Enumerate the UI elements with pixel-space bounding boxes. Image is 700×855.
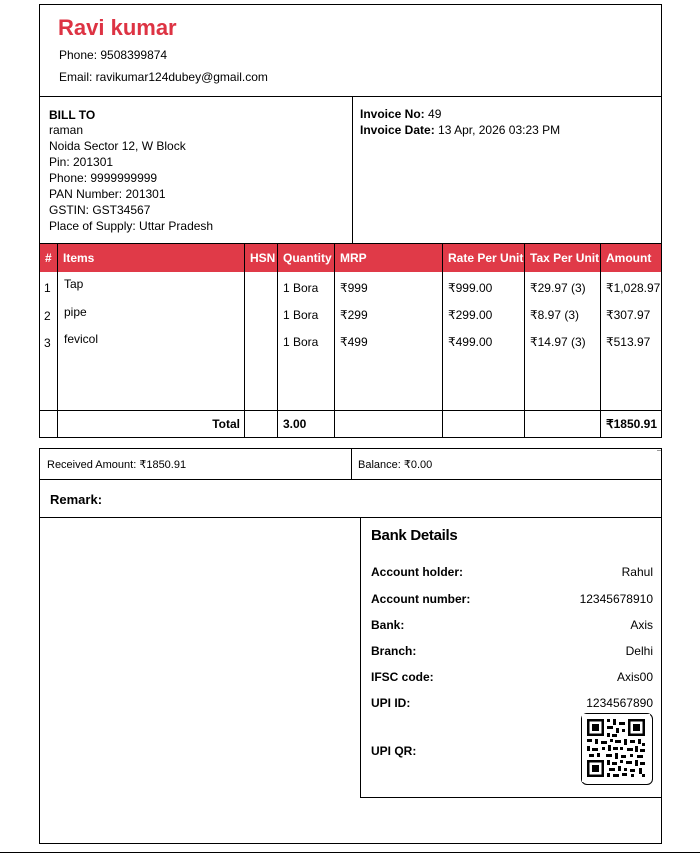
row-mrp: ₹999: [340, 281, 368, 295]
invoice-date-label: Invoice Date:: [360, 123, 435, 137]
bill-to-pin: Pin: 201301: [49, 155, 114, 169]
bank-value: Axis: [630, 618, 653, 632]
row-rate: ₹999.00: [448, 281, 493, 295]
payment-section: [39, 448, 662, 844]
row-number: 3: [44, 336, 51, 350]
row-rate: ₹499.00: [448, 335, 493, 349]
row-mrp: ₹499: [340, 335, 368, 349]
invoice-date: [360, 123, 560, 137]
remark-label: Remark:: [50, 492, 103, 507]
row-item: Tap: [64, 277, 84, 291]
invoice-date-value: 13 Apr, 2026 03:23 PM: [438, 123, 561, 137]
seller-name: Ravi kumar: [58, 15, 177, 40]
bank-details: [360, 517, 661, 798]
row-rate: ₹299.00: [448, 308, 493, 322]
ifsc-label: IFSC code:: [371, 670, 434, 684]
col-header-items: Items: [63, 251, 95, 265]
balance: Balance: ₹0.00: [358, 459, 433, 471]
bill-to-heading: BILL TO: [49, 108, 96, 122]
seller-header: [39, 4, 662, 97]
col-header-rate: Rate Per Unit: [448, 251, 524, 265]
bill-to-section: [39, 96, 662, 243]
row-item: fevicol: [64, 332, 99, 346]
total-quantity: 3.00: [283, 417, 307, 431]
row-quantity: 1 Bora: [283, 308, 319, 322]
row-quantity: 1 Bora: [283, 335, 319, 349]
bill-to-supply: Place of Supply: Uttar Pradesh: [49, 219, 214, 233]
bill-to-phone: Phone: 9999999999: [49, 171, 158, 185]
total-label: Total: [212, 417, 240, 431]
row-amount: ₹513.97: [606, 335, 651, 349]
upi-qr-label: UPI QR:: [371, 744, 417, 758]
row-amount: ₹1,028.97: [606, 281, 661, 295]
col-header-tax: Tax Per Unit: [530, 251, 600, 265]
bank-details-title: Bank Details: [371, 527, 458, 544]
account-number-label: Account number:: [371, 592, 471, 606]
received-amount: Received Amount: ₹1850.91: [47, 459, 187, 471]
account-holder-value: Rahul: [621, 565, 653, 579]
account-holder-label: Account holder:: [371, 565, 463, 579]
col-header-number: #: [45, 251, 52, 265]
branch-label: Branch:: [371, 644, 417, 658]
seller-email: Email: ravikumar124dubey@gmail.com: [59, 70, 268, 84]
table-header: [40, 244, 661, 272]
bill-to-block: [40, 97, 353, 243]
upi-id-value: 1234567890: [586, 696, 653, 710]
row-quantity: 1 Bora: [283, 281, 319, 295]
invoice-number-value: 49: [428, 107, 442, 121]
invoice-number-label: Invoice No:: [360, 107, 425, 121]
col-header-hsn: HSN: [250, 251, 276, 265]
bill-to-gstin: GSTIN: GST34567: [49, 203, 151, 217]
bank-label: Bank:: [371, 618, 405, 632]
col-header-amount: Amount: [606, 251, 652, 265]
col-header-mrp: MRP: [340, 251, 367, 265]
row-tax: ₹29.97 (3): [530, 281, 586, 295]
invoice-number: [360, 107, 441, 121]
row-tax: ₹8.97 (3): [530, 308, 579, 322]
bill-to-name: raman: [49, 123, 84, 137]
total-amount: ₹1850.91: [606, 417, 658, 431]
row-number: 1: [44, 281, 51, 295]
col-header-quantity: Quantity: [283, 251, 332, 265]
bill-to-pan: PAN Number: 201301: [49, 187, 166, 201]
row-number: 2: [44, 309, 51, 323]
upi-id-label: UPI ID:: [371, 696, 411, 710]
account-number-value: 12345678910: [579, 592, 653, 606]
row-amount: ₹307.97: [606, 308, 651, 322]
bill-to-address: Noida Sector 12, W Block: [49, 139, 186, 153]
upi-qr-code: [581, 713, 653, 785]
ifsc-value: Axis00: [616, 670, 653, 684]
row-mrp: ₹299: [340, 308, 368, 322]
seller-phone: Phone: 9508399874: [59, 48, 168, 62]
row-tax: ₹14.97 (3): [530, 335, 586, 349]
items-table: [39, 243, 662, 438]
branch-value: Delhi: [625, 644, 653, 658]
qr-code-icon: [582, 714, 650, 782]
row-item: pipe: [64, 305, 87, 319]
